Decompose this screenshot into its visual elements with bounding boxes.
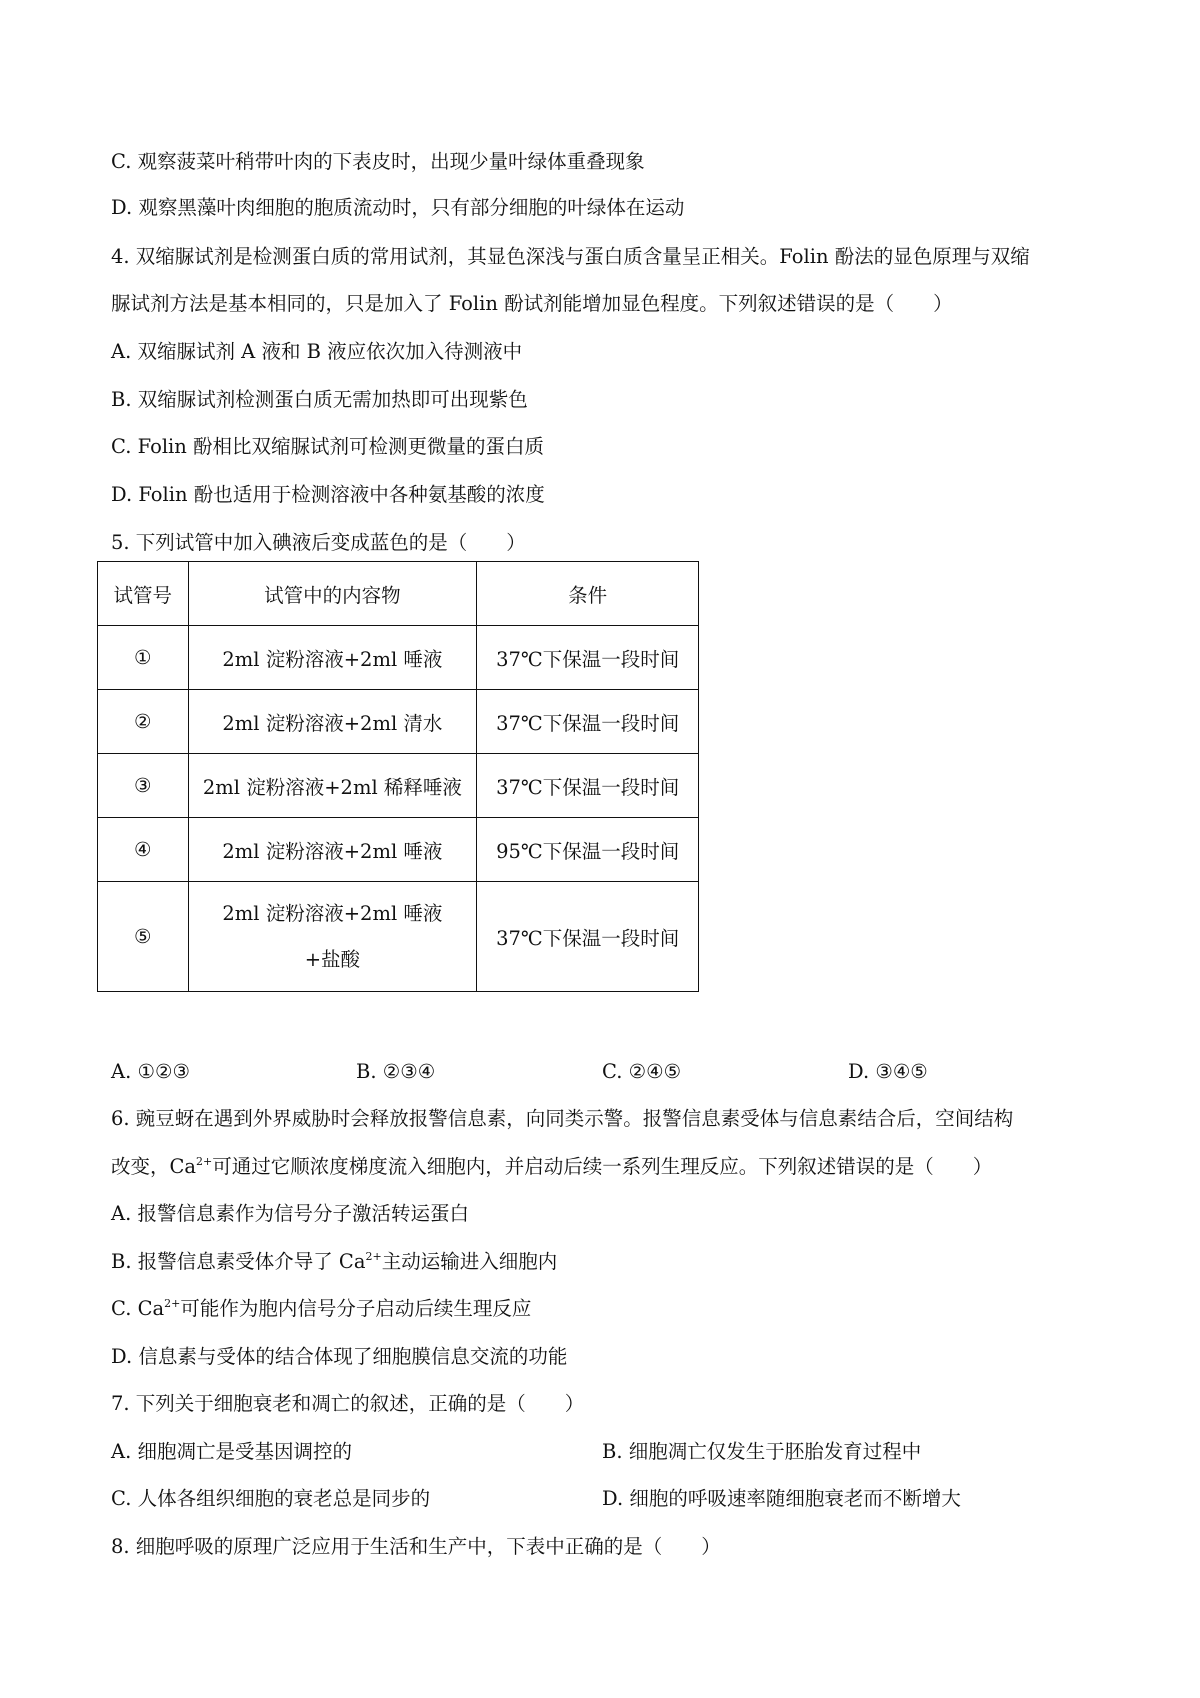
q5-stem: 5. 下列试管中加入碘液后变成蓝色的是（ ） [111, 531, 526, 554]
tube-condition: 95℃下保温一段时间 [477, 818, 699, 882]
q4-option-b: B. 双缩脲试剂检测蛋白质无需加热即可出现紫色 [111, 388, 528, 411]
header-tube-number: 试管号 [98, 562, 189, 626]
tube-contents: 2ml 淀粉溶液+2ml 唾液+盐酸 [188, 882, 477, 992]
q7-option-b: B. 细胞凋亡仅发生于胚胎发育过程中 [602, 1440, 922, 1463]
table-row [98, 882, 699, 992]
tube-contents: 2ml 淀粉溶液+2ml 清水 [188, 690, 477, 754]
calcium-charge: 2+ [164, 1297, 181, 1310]
q7-option-d: D. 细胞的呼吸速率随细胞衰老而不断增大 [602, 1487, 961, 1510]
table-row [98, 754, 699, 818]
q5-option-c: C. ②④⑤ [602, 1060, 682, 1083]
q6-stem-line-1: 6. 豌豆蚜在遇到外界威胁时会释放报警信息素，向同类示警。报警信息素受体与信息素结合后，空间结构 [111, 1107, 1014, 1130]
table-row [98, 690, 699, 754]
table-row [98, 626, 699, 690]
q5-option-b: B. ②③④ [356, 1060, 436, 1083]
q7-option-a: A. 细胞凋亡是受基因调控的 [111, 1440, 352, 1463]
tube-condition: 37℃下保温一段时间 [477, 882, 699, 992]
q5-table [97, 561, 699, 992]
tube-number: ③ [98, 754, 189, 818]
tube-condition: 37℃下保温一段时间 [477, 690, 699, 754]
tube-contents: 2ml 淀粉溶液+2ml 唾液 [188, 818, 477, 882]
table-header-row [98, 562, 699, 626]
tube-number: ⑤ [98, 882, 189, 992]
q6-stem-line-2: 改变，$Ca^{2+}$可通过它顺浓度梯度流入细胞内，并启动后续一系列生理反应。下列叙述错误的是（ ） [111, 1155, 993, 1178]
tube-condition: 37℃下保温一段时间 [477, 754, 699, 818]
tube-contents: 2ml 淀粉溶液+2ml 稀释唾液 [188, 754, 477, 818]
calcium-charge: 2+ [196, 1155, 213, 1168]
calcium-charge: 2+ [365, 1250, 382, 1263]
q3-option-c: C. 观察菠菜叶稍带叶肉的下表皮时，出现少量叶绿体重叠现象 [111, 150, 645, 173]
tube-contents: 2ml 淀粉溶液+2ml 唾液 [188, 626, 477, 690]
q7-stem: 7. 下列关于细胞衰老和凋亡的叙述，正确的是（ ） [111, 1392, 585, 1415]
header-condition: 条件 [477, 562, 699, 626]
q6-option-d: D. 信息素与受体的结合体现了细胞膜信息交流的功能 [111, 1345, 568, 1368]
q6-option-c: C. $Ca^{2+}$可能作为胞内信号分子启动后续生理反应 [111, 1297, 532, 1320]
q4-option-c: C. Folin 酚相比双缩脲试剂可检测更微量的蛋白质 [111, 435, 545, 458]
header-contents: 试管中的内容物 [188, 562, 477, 626]
q5-option-d: D. ③④⑤ [848, 1060, 928, 1083]
q8-stem: 8. 细胞呼吸的原理广泛应用于生活和生产中，下表中正确的是（ ） [111, 1535, 721, 1558]
q6-option-b: B. 报警信息素受体介导了 $Ca^{2+}$主动运输进入细胞内 [111, 1250, 558, 1273]
q4-stem-line-1: 4. 双缩脲试剂是检测蛋白质的常用试剂，其显色深浅与蛋白质含量呈正相关。Folin 酚法的显色原理与双缩 [111, 245, 1030, 268]
tube-number: ④ [98, 818, 189, 882]
tube-number: ① [98, 626, 189, 690]
q4-option-d: D. Folin 酚也适用于检测溶液中各种氨基酸的浓度 [111, 483, 545, 506]
q4-option-a: A. 双缩脲试剂 A 液和 B 液应依次加入待测液中 [111, 340, 523, 363]
q3-option-d: D. 观察黑藻叶肉细胞的胞质流动时，只有部分细胞的叶绿体在运动 [111, 196, 685, 219]
q4-stem-line-2: 脲试剂方法是基本相同的，只是加入了 Folin 酚试剂能增加显色程度。下列叙述错误的是（ ） [111, 292, 953, 315]
tube-number: ② [98, 690, 189, 754]
tube-condition: 37℃下保温一段时间 [477, 626, 699, 690]
q7-option-c: C. 人体各组织细胞的衰老总是同步的 [111, 1487, 431, 1510]
q6-option-a: A. 报警信息素作为信号分子激活转运蛋白 [111, 1202, 469, 1225]
table-row [98, 818, 699, 882]
q5-option-a: A. ①②③ [111, 1060, 190, 1083]
